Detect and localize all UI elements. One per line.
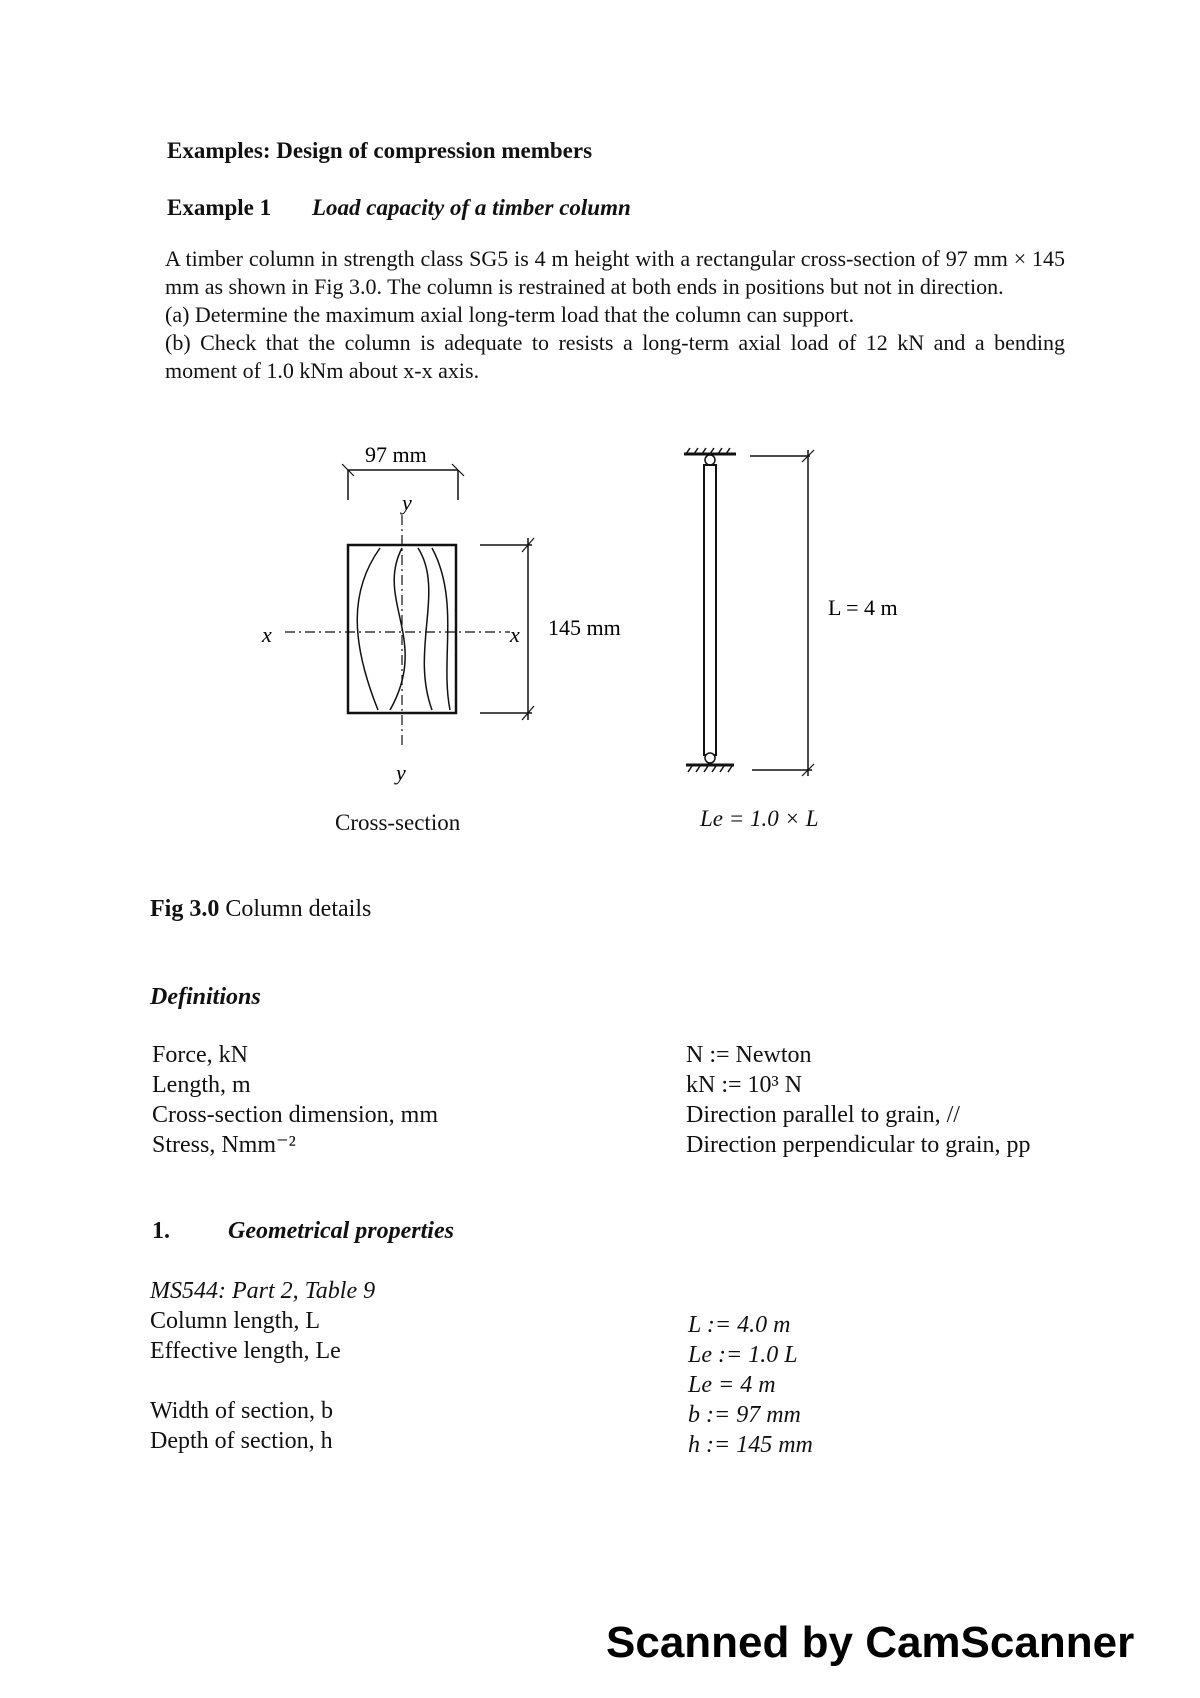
cross-section-caption: Cross-section — [335, 810, 461, 835]
x-axis-label-right: x — [510, 622, 520, 647]
figure-number: Fig 3.0 — [150, 896, 220, 922]
property-value: Le = 4 m — [688, 1372, 776, 1398]
property-label: Depth of section, h — [150, 1428, 333, 1454]
definition-left: Cross-section dimension, mm — [152, 1102, 438, 1128]
property-value: Le := 1.0 L — [688, 1342, 798, 1368]
section-reference: MS544: Part 2, Table 9 — [150, 1278, 376, 1304]
definitions-heading: Definitions — [150, 984, 261, 1010]
section-number: 1. — [152, 1218, 170, 1244]
scanner-watermark: Scanned by CamScanner — [606, 1618, 1135, 1667]
figure-caption — [150, 896, 371, 923]
cross-section-diagram — [260, 440, 680, 840]
definition-right: N := Newton — [686, 1042, 812, 1068]
y-axis-label-bottom: y — [396, 760, 406, 785]
column-length-label: L = 4 m — [828, 595, 898, 620]
document-title: Examples: Design of compression members — [167, 138, 593, 163]
section-right-column — [688, 1310, 813, 1460]
property-value: b := 97 mm — [688, 1402, 801, 1428]
definition-left: Stress, Nmm⁻² — [152, 1132, 296, 1158]
x-axis-label-left: x — [262, 622, 272, 647]
effective-length-caption: Le = 1.0 × L — [700, 806, 819, 831]
figure-caption-text: Column details — [225, 896, 372, 922]
y-axis-label-top: y — [402, 490, 412, 515]
property-label: Width of section, b — [150, 1398, 333, 1424]
problem-line-a: (a) Determine the maximum axial long-term load that the column can support. — [165, 302, 855, 327]
problem-statement — [165, 245, 1065, 385]
definition-right: Direction parallel to grain, // — [686, 1102, 960, 1128]
property-label: Column length, L — [150, 1308, 320, 1334]
definition-left: Length, m — [152, 1072, 251, 1098]
width-label: 97 mm — [365, 442, 427, 467]
section-title: Geometrical properties — [228, 1218, 454, 1244]
property-value: h := 145 mm — [688, 1432, 813, 1458]
definition-left: Force, kN — [152, 1042, 248, 1068]
definition-right: kN := 10³ N — [686, 1072, 803, 1098]
section-left-column — [150, 1306, 341, 1456]
property-label: Effective length, Le — [150, 1338, 341, 1364]
problem-line-b: (b) Check that the column is adequate to resists a long-term axial load of 12 kN and a bending moment of 1.0 kNm about x-x axis. — [165, 330, 1065, 383]
column-elevation-diagram — [670, 440, 930, 790]
example-number: Example 1 — [167, 195, 272, 220]
definitions-left-column — [152, 1040, 438, 1160]
property-label-spacer — [150, 1366, 341, 1396]
depth-label: 145 mm — [548, 615, 621, 640]
example-title: Load capacity of a timber column — [312, 195, 631, 220]
property-value: L := 4.0 m — [688, 1312, 791, 1338]
definition-right: Direction perpendicular to grain, pp — [686, 1132, 1031, 1158]
problem-line-intro: A timber column in strength class SG5 is 4 m height with a rectangular cross-section of 97 mm × 145 mm as shown in Fig 3.0. The column is restrained at both ends in positions but not in direction. — [165, 246, 1065, 299]
definitions-right-column — [686, 1040, 1031, 1160]
